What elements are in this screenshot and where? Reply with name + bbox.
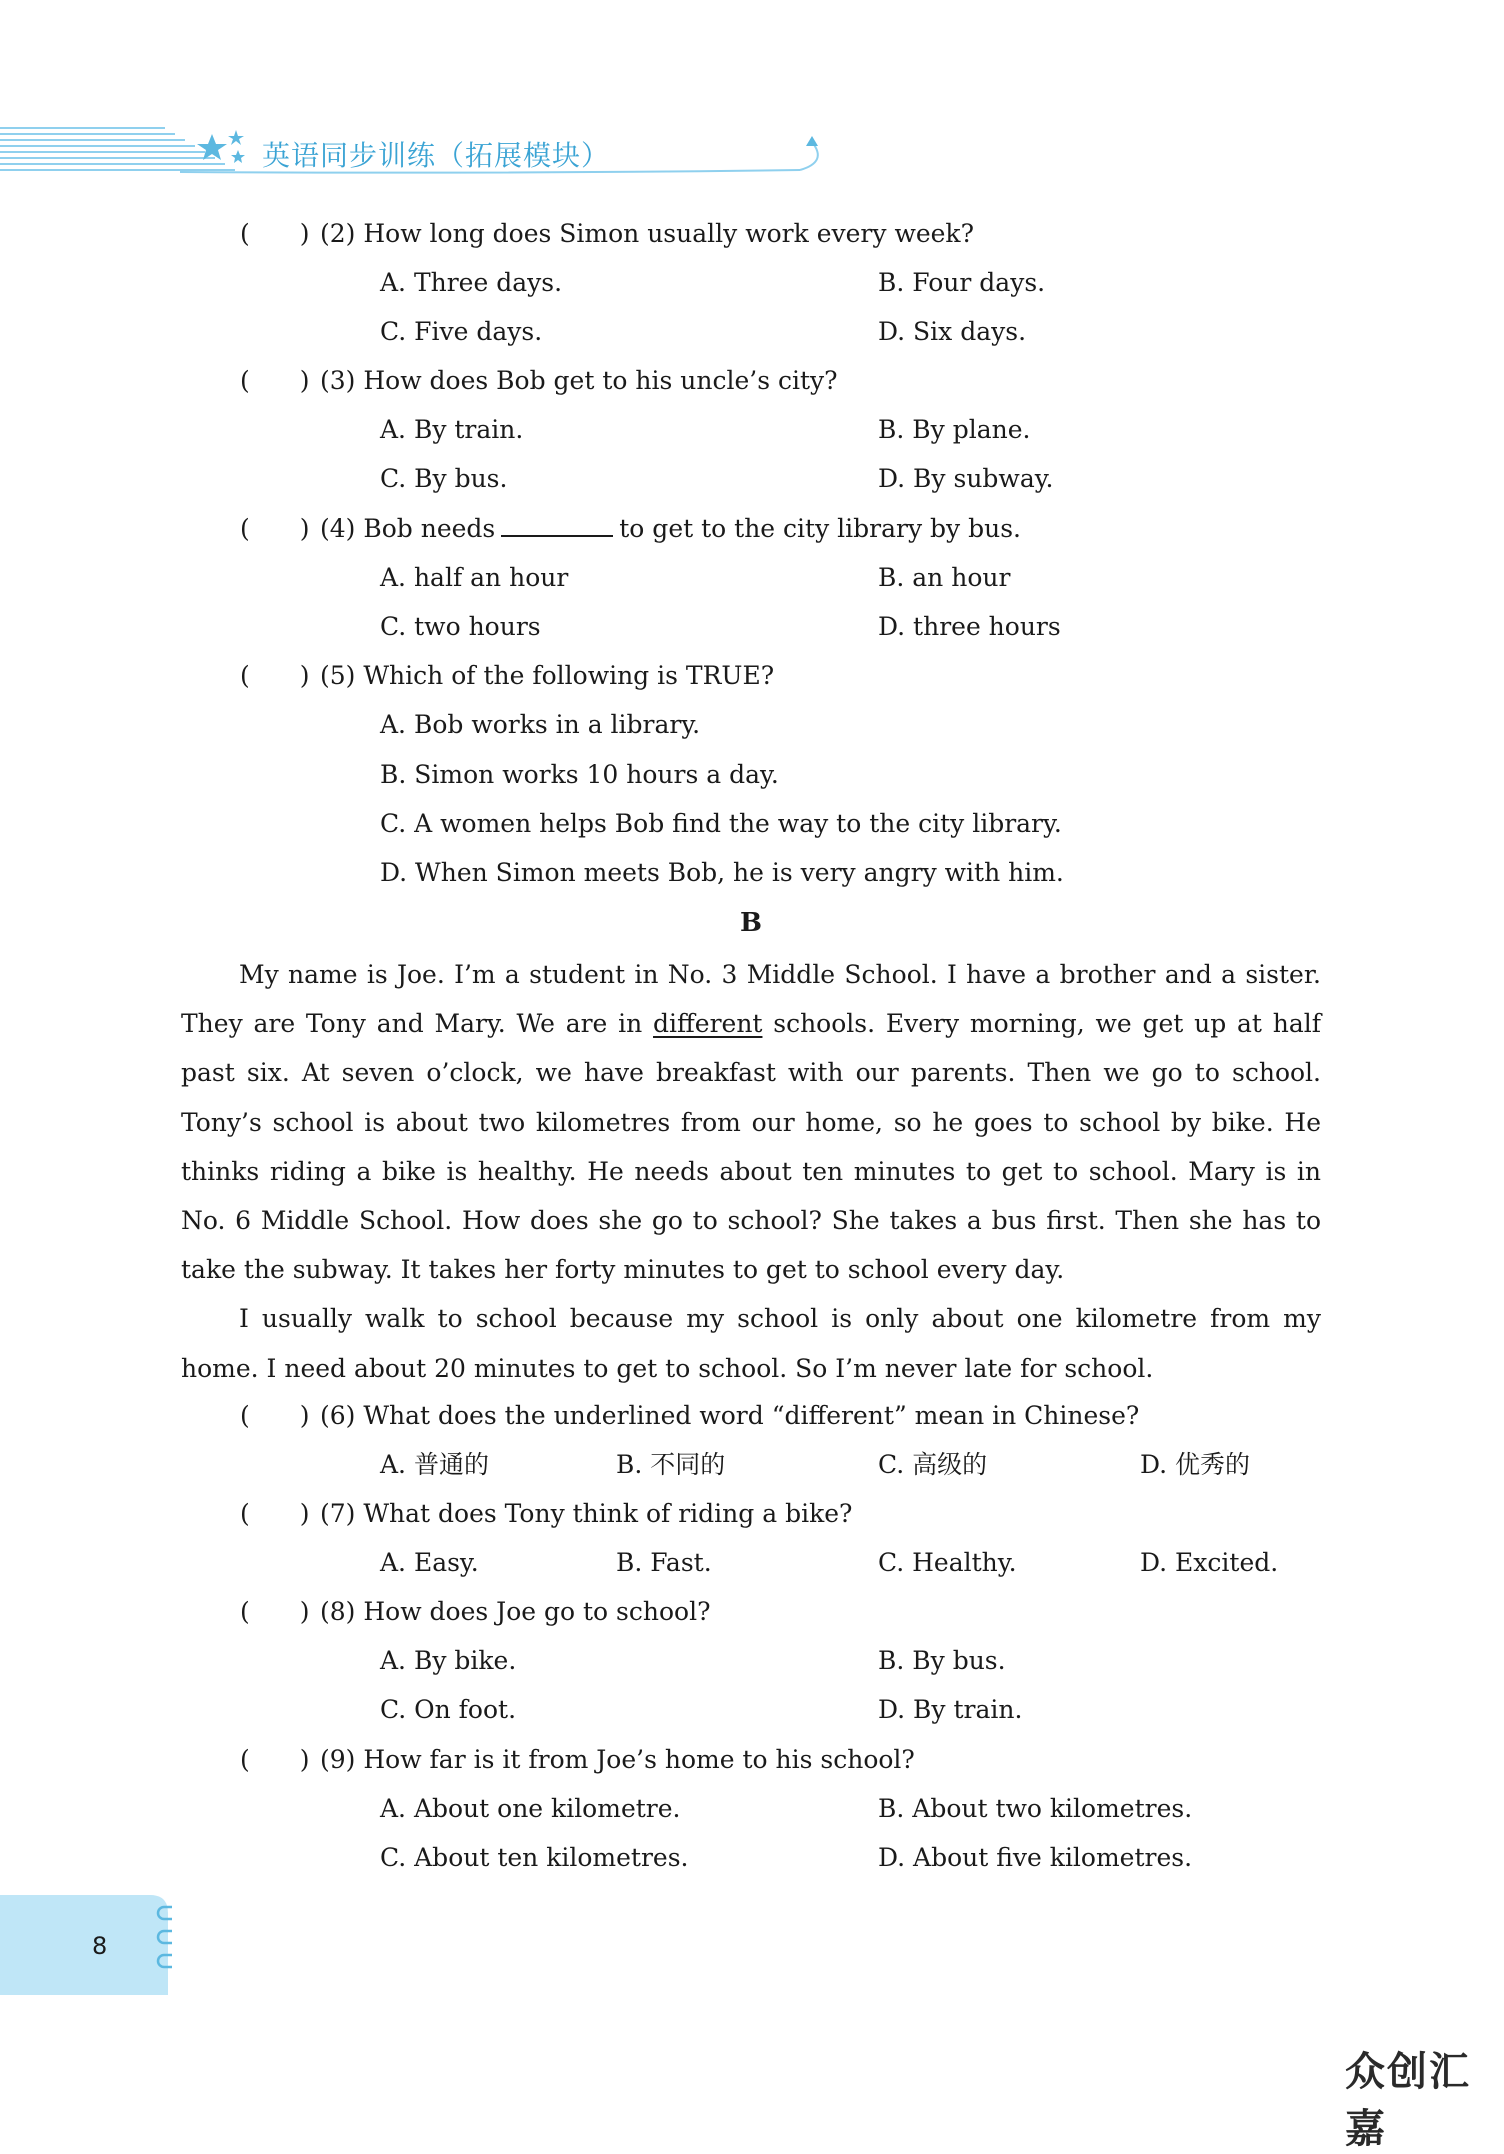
question-stem: (9) How far is it from Joe’s home to his school? bbox=[320, 1745, 915, 1774]
passage-text: schools. Every morning, we get up at half past six. At seven o’clock, we have breakfast with our parents. Then we go to school. Tony’s school is about two kilometres from our home, so he goes to school by bike. He thinks riding a bike is healthy. He needs about ten minutes to get to school. Mary is in No. 6 Middle School. How does she go to school? She takes a bus first. Then she has to take the subway. It takes her forty minutes to get to school every day. bbox=[181, 1009, 1321, 1285]
page-number: 8 bbox=[92, 1932, 108, 1960]
page-number-tab bbox=[0, 1895, 172, 1995]
answer-blank[interactable]: ( ) bbox=[240, 366, 310, 395]
option-d: D. By train. bbox=[878, 1695, 1023, 1724]
passage-paragraph bbox=[181, 950, 1321, 1294]
option-c: C. About ten kilometres. bbox=[380, 1843, 689, 1872]
option-a: A. 普通的 bbox=[380, 1450, 489, 1479]
option-c: C. 高级的 bbox=[878, 1450, 988, 1479]
option-a: A. By bike. bbox=[380, 1646, 517, 1675]
question-stem: (7) What does Tony think of riding a bike? bbox=[320, 1499, 853, 1528]
option-c: C. On foot. bbox=[380, 1695, 517, 1724]
answer-blank[interactable]: ( ) bbox=[240, 514, 310, 543]
section-heading: B bbox=[740, 908, 762, 938]
question-stem: (5) Which of the following is TRUE? bbox=[320, 661, 775, 690]
page-header-title: 英语同步训练（拓展模块） bbox=[262, 139, 611, 172]
fill-in-blank[interactable] bbox=[501, 515, 613, 537]
option-b: B. Four days. bbox=[878, 268, 1046, 297]
passage-paragraph: I usually walk to school because my school is only about one kilometre from my home. I need about 20 minutes to get to school. So I’m never late for school. bbox=[181, 1304, 1321, 1383]
option-a: A. Three days. bbox=[380, 268, 563, 297]
option-b: B. Fast. bbox=[616, 1548, 712, 1577]
option-a: A. By train. bbox=[380, 415, 524, 444]
option-d: D. About five kilometres. bbox=[878, 1843, 1193, 1872]
option-b: B. By plane. bbox=[878, 415, 1031, 444]
option-d: D. 优秀的 bbox=[1140, 1450, 1251, 1479]
option-d: D. By subway. bbox=[878, 464, 1054, 493]
question-stem: (2) How long does Simon usually work every week? bbox=[320, 219, 974, 248]
option-b: B. By bus. bbox=[878, 1646, 1006, 1675]
option-d: D. Six days. bbox=[878, 317, 1027, 346]
answer-blank[interactable]: ( ) bbox=[240, 1401, 310, 1430]
option-b: B. 不同的 bbox=[616, 1450, 726, 1479]
option-b: B. About two kilometres. bbox=[878, 1794, 1193, 1823]
answer-blank[interactable]: ( ) bbox=[240, 1745, 310, 1774]
option-a: A. About one kilometre. bbox=[380, 1794, 681, 1823]
option-d: D. three hours bbox=[878, 612, 1061, 641]
option-a: A. half an hour bbox=[380, 563, 569, 592]
option-b: B. an hour bbox=[878, 563, 1011, 592]
question-stem: (8) How does Joe go to school? bbox=[320, 1597, 711, 1626]
question-stem-post: to get to the city library by bus. bbox=[619, 514, 1021, 543]
option-d: D. Excited. bbox=[1140, 1548, 1279, 1577]
question-stem: (6) What does the underlined word “different” mean in Chinese? bbox=[320, 1401, 1140, 1430]
reading-passage bbox=[181, 950, 1321, 1393]
option-c: C. two hours bbox=[380, 612, 541, 641]
option-d: D. When Simon meets Bob, he is very angry with him. bbox=[380, 858, 1064, 887]
answer-blank[interactable]: ( ) bbox=[240, 1597, 310, 1626]
option-a: A. Bob works in a library. bbox=[380, 710, 701, 739]
option-a: A. Easy. bbox=[380, 1548, 479, 1577]
option-c: C. Healthy. bbox=[878, 1548, 1017, 1577]
answer-blank[interactable]: ( ) bbox=[240, 661, 310, 690]
passage-text: My name is Joe. I’m a student in No. 3 Middle School. I have a brother and a sister. They are Tony and Mary. We are in bbox=[181, 960, 1321, 1039]
option-b: B. Simon works 10 hours a day. bbox=[380, 760, 779, 789]
brand-watermark: 众创汇嘉 bbox=[1345, 2049, 1471, 2152]
option-c: C. Five days. bbox=[380, 317, 543, 346]
answer-blank[interactable]: ( ) bbox=[240, 219, 310, 248]
question-stem bbox=[320, 514, 1021, 544]
option-c: C. A women helps Bob find the way to the city library. bbox=[380, 809, 1062, 838]
page-header bbox=[0, 124, 830, 176]
underlined-word: different bbox=[653, 1009, 763, 1039]
answer-blank[interactable]: ( ) bbox=[240, 1499, 310, 1528]
question-stem: (3) How does Bob get to his uncle’s city? bbox=[320, 366, 838, 395]
question-stem-pre: (4) Bob needs bbox=[320, 514, 496, 543]
option-c: C. By bus. bbox=[380, 464, 508, 493]
star-icon bbox=[197, 130, 245, 163]
